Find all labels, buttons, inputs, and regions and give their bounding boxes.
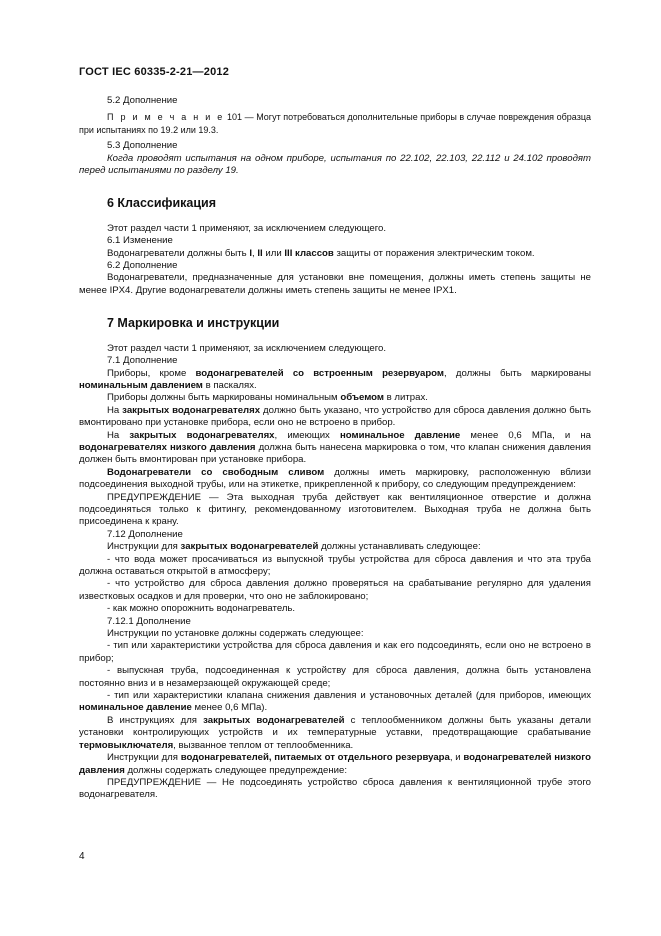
section-6-heading: 6 Классификация [107,196,217,211]
page-body [79,95,591,802]
bold-run: I [249,247,253,259]
bold-run: номинальное давление [79,702,192,714]
text-run: Приборы должны быть маркированы номинальным [107,392,341,404]
text-run: На [107,404,123,416]
text-run: В инструкциях для [107,714,204,726]
text-run: , и [449,752,464,764]
text-run: защиты от поражения электрическим током. [333,247,535,259]
list-item: - тип или характеристики устройства для сброса давления и как его подсоединять, если оно не встроено в прибор; [79,640,591,664]
clause-7-12-label: 7.12 Дополнение [107,528,183,540]
paragraph [79,430,591,467]
bold-run: водонагревателях низкого давления [79,441,256,453]
list-item: - что вода может просачиваться из выпускной трубы устройства для сброса давления и что эта труба должна оставаться открытой в атмосферу; [79,553,591,577]
paragraph [79,368,591,393]
clause-5-3-label: 5.3 Дополнение [107,140,178,152]
clause-6-1-label: 6.1 Изменение [107,235,173,247]
paragraph [79,392,591,404]
section-7-heading: 7 Маркировка и инструкции [107,316,280,331]
text-run: в паскалях. [202,379,257,391]
text-run: Инструкции для [107,541,181,553]
text-run: должны содержать следующее предупреждение: [124,764,348,776]
text-run: , должны быть маркированы [444,367,592,379]
paragraph: Инструкции по установке должны содержать следующее: [107,628,364,640]
bold-run: объемом [340,392,384,404]
note-text: 101 — Могут потребоваться дополнительные приборы в случае повреждения образца при испытаниях по 19.2 или 19.3. [79,112,591,135]
bold-run: номинальное давление [339,429,461,441]
list-item: - что устройство для сброса давления должно проверяться на срабатывание регулярно для удаления известковых осадков и для проверки, что оно не заблокировано; [79,578,591,602]
bold-run: водонагревателей низкого давления [79,752,592,776]
clause-5-3-text: Когда проводят испытания на одном приборе, испытания по 22.102, 22.103, 22.112 и 24.102 проводят перед испытаниями по разделу 19. [79,152,591,177]
list-item [79,690,591,715]
paragraph [79,405,591,430]
text-run: должны иметь маркировку, расположенную вблизи подсоединения выходной трубы, или на этикетке, прикрепленной к прибору, со следующим предупреждением: [79,466,591,491]
text-run: Инструкции для [107,752,181,764]
bold-run: водонагревателей со встроенным резервуаром [195,367,445,379]
list-item: - выпускная труба, подсоединенная к устройству для сброса давления, должна быть установлена постоянно вниз и в незамерзающей окружающей среде; [79,665,591,689]
section-7-intro: Этот раздел части 1 применяют, за исключением следующего. [107,342,387,354]
text-run: , вызванное теплом от теплообменника. [173,739,354,751]
text-run: должны устанавливать следующее: [318,541,481,553]
paragraph [79,541,591,553]
text-run: , [252,247,258,259]
clause-7-12-1-label: 7.12.1 Дополнение [107,615,191,627]
warning-paragraph: ПРЕДУПРЕЖДЕНИЕ — Эта выходная труба действует как вентиляционное отверстие и должна подсоединяться только к фитингу, рекомендованному изготовителем. Выходная труба не должна быть присоединена к крану. [79,491,591,528]
text-run: На [107,429,130,441]
text-run: - тип или характеристики клапана снижения давления и установочных деталей (для приборов, имеющих [107,690,591,702]
text-run: должна быть нанесена маркировка о том, что клапан снижения давления должен быть вмонтирован при установке прибора. [79,441,591,466]
text-run: , имеющих [274,429,340,441]
clause-6-2-text: Водонагреватели, предназначенные для установки вне помещения, должны иметь степень защиты не менее IPX4. Другие водонагреватели должны иметь степень защиты не менее IPX1. [79,272,591,296]
section-6-intro: Этот раздел части 1 применяют, за исключением следующего. [107,222,387,234]
bold-run: II [257,247,263,259]
bold-run: III классов [284,247,334,259]
clause-6-2-label: 6.2 Дополнение [107,260,178,272]
clause-7-1-label: 7.1 Дополнение [107,355,178,367]
text-run: в литрах. [384,392,428,404]
bold-run: закрытых водонагревателях [129,429,275,441]
paragraph [79,752,591,777]
bold-run: закрытых водонагревателях [122,404,261,416]
text-run: Приборы, кроме [107,367,196,379]
bold-run: закрытых водонагревателей [203,714,345,726]
clause-6-1-text [79,248,591,260]
bold-run: номинальным давлением [79,379,203,391]
text-run: Водонагреватели должны быть [107,247,250,259]
list-item: - как можно опорожнить водонагреватель. [107,603,296,615]
warning-paragraph: ПРЕДУПРЕЖДЕНИЕ — Не подсоединять устройство сброса давления к вентиляционной трубе этого водонагревателя. [79,776,591,801]
text-run: менее 0,6 МПа). [191,702,268,714]
bold-run: водонагревателей, питаемых от отдельного резервуара [180,752,450,764]
note-word: П р и м е ч а н и е [107,112,225,123]
page-number: 4 [79,851,85,862]
clause-5-2-label: 5.2 Дополнение [107,95,178,106]
text-run: менее 0,6 МПа, и на [460,429,592,441]
bold-run: Водонагреватели со свободным сливом [107,466,325,478]
text-run: или [262,247,285,259]
note-101 [79,111,591,136]
paragraph [79,467,591,492]
bold-run: термовыключателя [79,739,174,751]
standard-code-header: ГОСТ IEC 60335-2-21—2012 [79,66,230,78]
bold-run: закрытых водонагревателей [180,541,319,553]
paragraph [79,715,591,752]
text-run: должно быть указано, что устройство для сброса давления должно быть вмонтировано при установке прибора, если оно не встроено в прибор. [79,404,592,429]
text-run: с теплообменником должны быть указаны детали установки контролирующих устройств и их температурные уставки, предотвращающие срабатывание [79,714,591,739]
